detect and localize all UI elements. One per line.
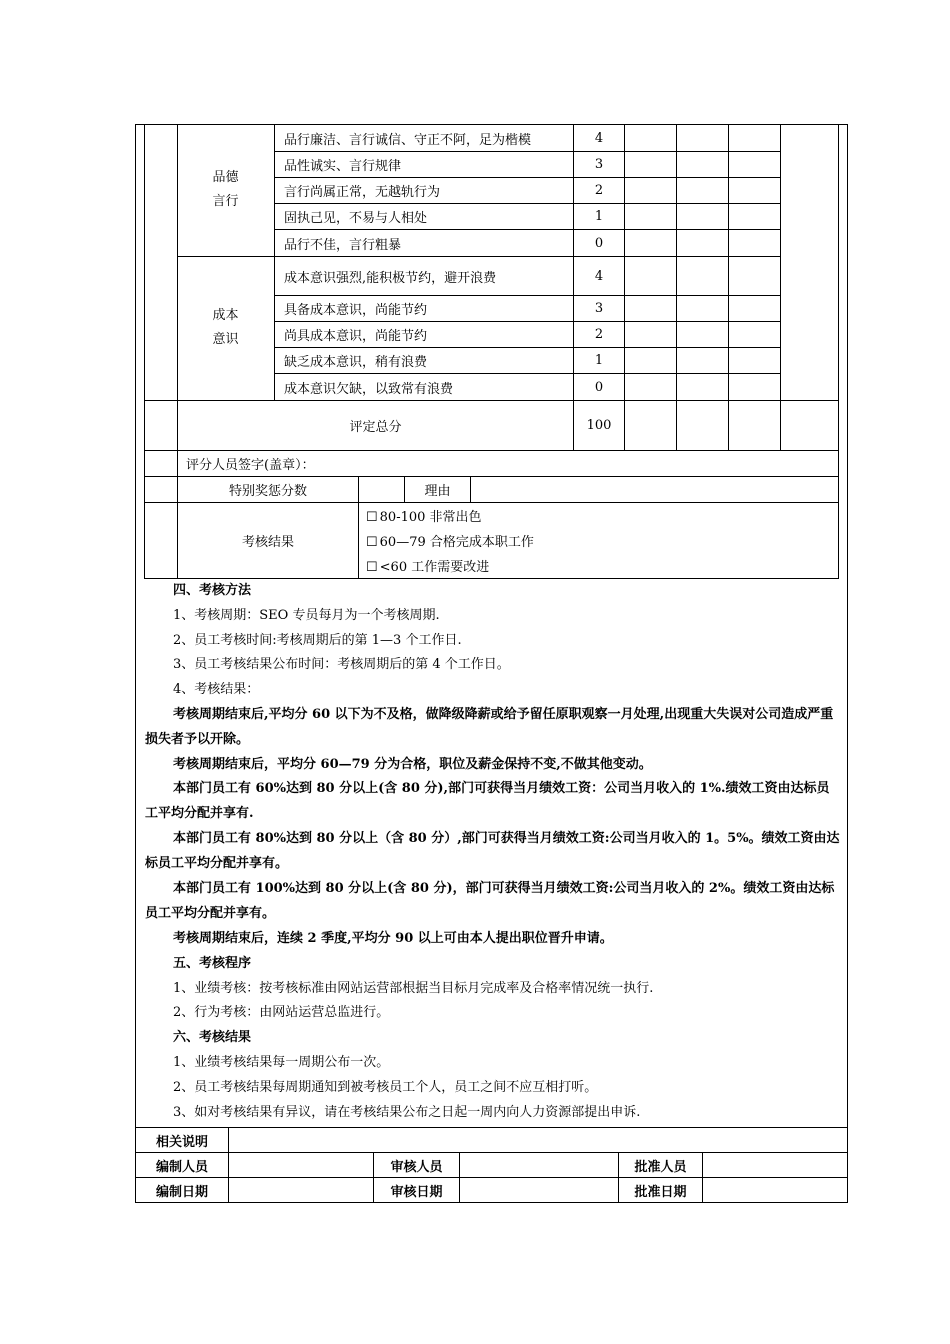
criteria-score: 3 xyxy=(594,157,604,172)
section4-item: 4、考核结果： xyxy=(173,682,260,697)
notes-label: 相关说明 xyxy=(155,1134,208,1150)
criteria-score: 1 xyxy=(594,209,604,224)
criteria-score: 0 xyxy=(594,235,604,251)
section4-item: 2、员工考核时间:考核周期后的第 1—3 个工作日. xyxy=(173,633,462,648)
result-label: 考核结果 xyxy=(241,535,294,550)
section5-title: 五、考核程序 xyxy=(173,956,252,971)
section4-item: 1、考核周期：SEO 专员每月为一个考核周期. xyxy=(173,608,440,623)
section5-item: 1、业绩考核：按考核标准由网站运营部根据当目标月完成率及合格率情况统一执行. xyxy=(173,981,654,996)
criteria-score: 2 xyxy=(594,327,604,342)
section4-item: 3、员工考核结果公布时间：考核周期后的第 4 个工作日。 xyxy=(173,657,510,672)
criteria-score: 2 xyxy=(594,183,604,198)
total-value: 100 xyxy=(586,418,612,433)
reviewer-label: 审核人员 xyxy=(390,1159,443,1175)
category-line: 成本 xyxy=(212,308,239,323)
signature-label: 评分人员签字(盖章）： xyxy=(186,458,315,473)
section6-item: 2、员工考核结果每周期通知到被考核员工个人，员工之间不应互相打听。 xyxy=(173,1080,598,1095)
category-line: 意识 xyxy=(212,332,239,347)
category-line: 品德 xyxy=(212,170,239,185)
criteria-desc: 品行不佳，言行粗暴 xyxy=(284,237,402,253)
criteria-desc: 品行廉洁、言行诚信、守正不阿，足为楷模 xyxy=(284,132,532,148)
section4-title: 四、考核方法 xyxy=(173,583,252,598)
criteria-desc: 言行尚属正常，无越轨行为 xyxy=(284,185,441,200)
section6-item: 3、如对考核结果有异议，请在考核结果公布之日起一周内向人力资源部提出申诉. xyxy=(173,1105,641,1120)
result-options xyxy=(366,505,534,580)
checkbox-icon[interactable]: ☐ xyxy=(366,560,378,575)
result-option[interactable]: ☐ 80-100 非常出色 xyxy=(366,510,482,525)
rule-paragraph: 本部门员工有 100%达到 80 分以上(含 80 分)，部门可获得当月绩效工资:公司当月收入的 2%。绩效工资由达标员工平均分配并享有。 xyxy=(145,881,835,921)
category-line: 言行 xyxy=(212,194,239,209)
checkbox-icon[interactable]: ☐ xyxy=(366,510,378,525)
criteria-desc: 品性诚实、言行规律 xyxy=(284,159,402,174)
criteria-desc: 固执己见，不易与人相处 xyxy=(284,211,428,226)
review-date-label: 审核日期 xyxy=(390,1184,443,1200)
total-label: 评定总分 xyxy=(349,420,402,435)
result-option[interactable]: ☐ <60 工作需要改进 xyxy=(366,560,490,575)
criteria-score: 0 xyxy=(594,379,604,395)
criteria-desc: 缺乏成本意识，稍有浪费 xyxy=(284,355,428,370)
compiler-label: 编制人员 xyxy=(155,1159,208,1175)
rule-paragraph: 本部门员工有 60%达到 80 分以上(含 80 分),部门可获得当月绩效工资：公司当月收入的 1%.绩效工资由达标员工平均分配并享有. xyxy=(145,781,830,821)
criteria-score: 4 xyxy=(594,130,604,146)
rule-paragraph: 本部门员工有 80%达到 80 分以上（含 80 分）,部门可获得当月绩效工资:公司当月收入的 1。5%。绩效工资由达标员工平均分配并享有。 xyxy=(145,831,840,871)
criteria-desc: 成本意识欠缺，以致常有浪费 xyxy=(284,381,454,397)
criteria-desc: 成本意识强烈,能积极节约，避开浪费 xyxy=(284,270,497,286)
criteria-score: 4 xyxy=(594,268,604,284)
criteria-score: 3 xyxy=(594,301,604,316)
approver-label: 批准人员 xyxy=(634,1159,687,1175)
approve-date-label: 批准日期 xyxy=(634,1184,687,1200)
result-option[interactable]: ☐ 60—79 合格完成本职工作 xyxy=(366,535,534,550)
section6-title: 六、考核结果 xyxy=(173,1030,252,1045)
compile-date-label: 编制日期 xyxy=(155,1184,208,1200)
rule-paragraph: 考核周期结束后，连续 2 季度,平均分 90 以上可由本人提出职位晋升申请。 xyxy=(173,931,613,946)
checkbox-icon[interactable]: ☐ xyxy=(366,535,378,550)
rule-paragraph: 考核周期结束后,平均分 60 以下为不及格，做降级降薪或给予留任原职观察一月处理,出现重大失误对公司造成严重损失者予以开除。 xyxy=(145,707,834,747)
category-conduct xyxy=(177,166,274,214)
criteria-score: 1 xyxy=(594,353,604,368)
category-cost xyxy=(177,304,274,352)
criteria-desc: 尚具成本意识，尚能节约 xyxy=(284,329,428,344)
bonus-label: 特别奖惩分数 xyxy=(228,484,307,499)
section5-item: 2、行为考核：由网站运营总监进行。 xyxy=(173,1005,390,1020)
rule-paragraph: 考核周期结束后，平均分 60—79 分为合格，职位及薪金保持不变,不做其他变动。 xyxy=(173,757,652,772)
reason-label: 理由 xyxy=(424,484,451,499)
section6-item: 1、业绩考核结果每一周期公布一次。 xyxy=(173,1055,390,1070)
criteria-desc: 具备成本意识，尚能节约 xyxy=(284,303,428,318)
